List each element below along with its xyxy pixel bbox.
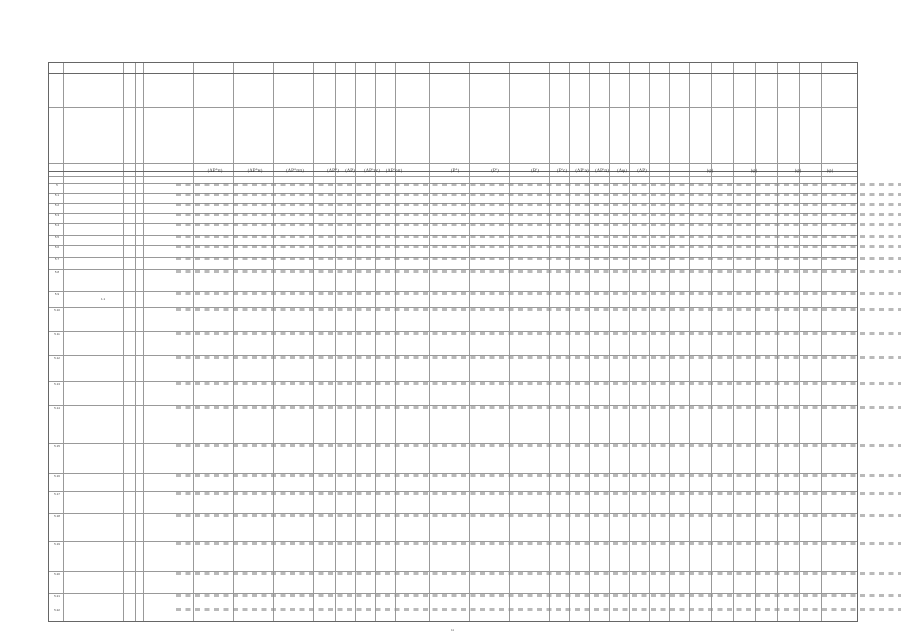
- row-code: 5.20: [54, 572, 60, 576]
- row-code: 5.8: [54, 270, 60, 274]
- row-code: 5.16: [54, 474, 60, 478]
- column-symbol: (ΔP): [345, 169, 355, 174]
- row-code: 5.4: [54, 223, 60, 227]
- column-symbol: (φ): [826, 169, 834, 174]
- column-symbol: (ΔP'тс): [363, 169, 381, 174]
- row-code: 5.12: [54, 356, 60, 360]
- row-code: 5.11: [54, 332, 60, 336]
- column-symbol: (φ): [794, 169, 802, 174]
- column-symbol: (P°): [450, 169, 460, 174]
- column-symbol: (ΔP'э): [575, 169, 589, 174]
- row-code: 5.5: [54, 235, 60, 239]
- row-code: 5.17: [54, 492, 60, 496]
- row-code: 5.10: [54, 308, 60, 312]
- row-code: 5: [56, 183, 58, 187]
- column-symbol: (ΔP): [637, 169, 647, 174]
- row-code: 5.22: [54, 608, 60, 612]
- column-symbol: (B'): [530, 169, 540, 174]
- column-symbol: (Δφ): [617, 169, 627, 174]
- column-symbol: (P'): [491, 169, 499, 174]
- column-symbol: (ΔP°п): [207, 169, 223, 174]
- column-symbol: (φ): [750, 169, 758, 174]
- column-symbol: (ΔP'оп): [385, 169, 403, 174]
- column-symbol: (ΔP°): [326, 169, 340, 174]
- row-code: 5.14: [54, 406, 60, 410]
- row-code: 5.6: [54, 245, 60, 249]
- row-code: 5.2: [54, 203, 60, 207]
- row-code: 5.7: [54, 257, 60, 261]
- column-symbol: (ΔP°н): [247, 169, 263, 174]
- column-symbol: (ΔP'п): [594, 169, 610, 174]
- row-code: 5.21: [54, 594, 60, 598]
- row-code: 5.13: [54, 382, 60, 386]
- row-code: 5.15: [54, 444, 60, 448]
- page-number: 11: [450, 628, 455, 632]
- row-code: 5.19: [54, 542, 60, 546]
- row-code: 5.1: [54, 193, 60, 197]
- side-code: 1.1: [101, 297, 106, 301]
- row-code: 5.18: [54, 514, 60, 518]
- data-table-grid: [48, 62, 858, 622]
- column-symbol: (ΔP°пп): [285, 169, 305, 174]
- row-code: 5.3: [54, 213, 60, 217]
- column-symbol: (φ): [706, 169, 714, 174]
- row-code: 5.9: [54, 292, 60, 296]
- column-symbol: (P'с): [556, 169, 568, 174]
